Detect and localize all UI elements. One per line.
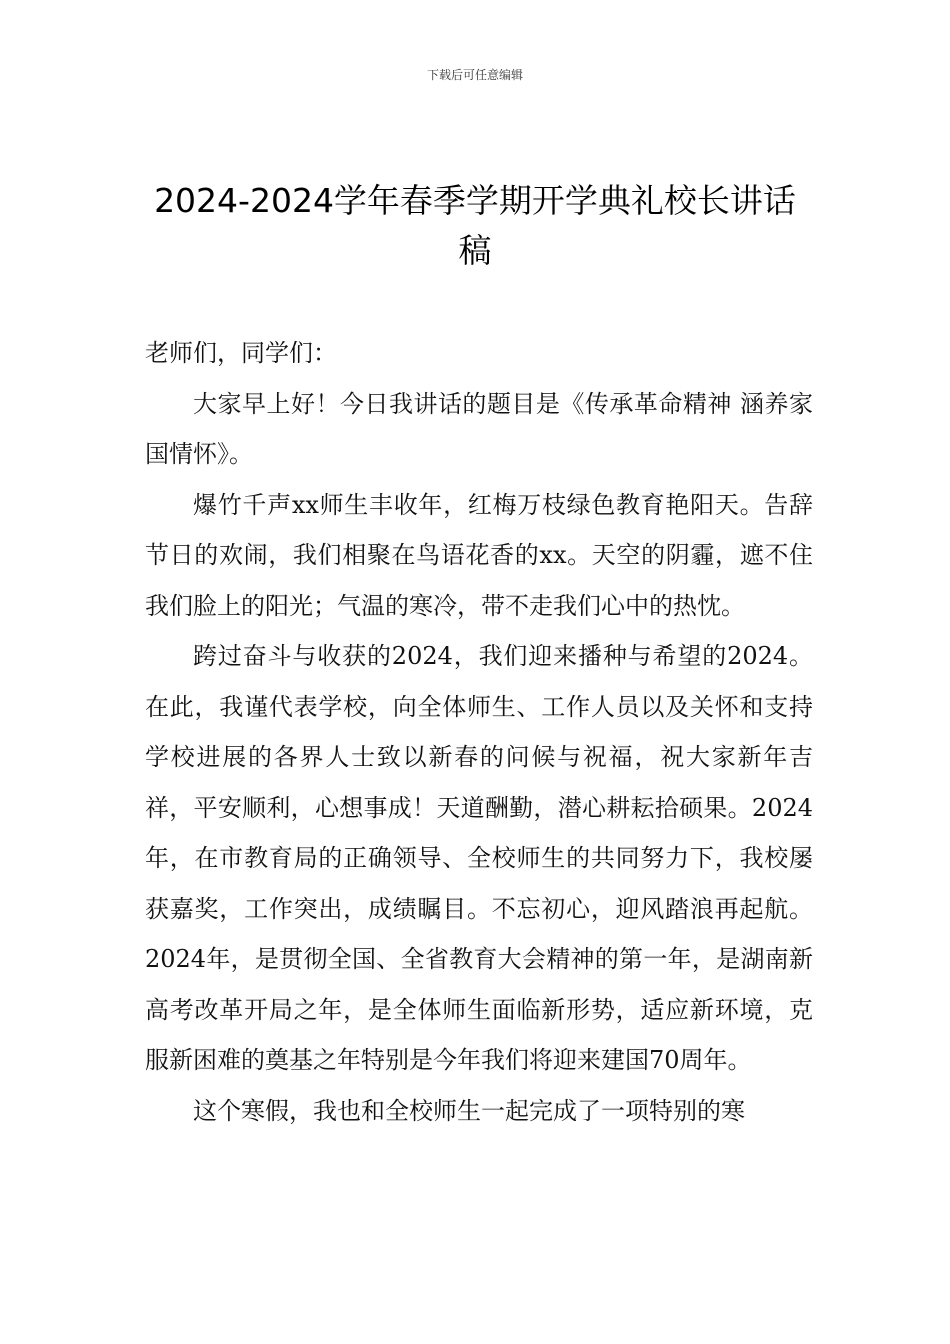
salutation: 老师们，同学们： <box>145 339 337 367</box>
paragraph: 爆竹千声xx师生丰收年，红梅万枝绿色教育艳阳天。告辞节日的欢闹，我们相聚在鸟语花香的xx。天空的阴霾，遮不住我们脸上的阳光；气温的寒冷，带不走我们心中的热忱。 <box>145 490 813 620</box>
paragraph: 大家早上好！今日我讲话的题目是《传承革命精神 涵养家国情怀》。 <box>145 389 813 468</box>
header-note: 下载后可任意编辑 <box>426 68 523 82</box>
document-title: 2024-2024学年春季学期开学典礼校长讲话稿 <box>154 181 796 270</box>
paragraph: 这个寒假，我也和全校师生一起完成了一项特别的寒 <box>193 1096 745 1125</box>
paragraph: 跨过奋斗与收获的2024，我们迎来播种与希望的2024。在此，我谨代表学校，向全体师生、工作人员以及关怀和支持学校进展的各界人士致以新春的问候与祝福，祝大家新年吉祥，平安顺利，心想事成！天道酬勤，潜心耕耘拾硕果。2024年，在市教育局的正确领导、全校师生的共同努力下，我校屡获嘉奖，工作突出，成绩瞩目。不忘初心，迎风踏浪再起航。2024年，是贯彻全国、全省教育大会精神的第一年，是湖南新高考改革开局之年，是全体师生面临新形势，适应新环境，克服新困难的奠基之年特别是今年我们将迎来建国70周年。 <box>145 642 813 1074</box>
document-body <box>145 328 813 1136</box>
